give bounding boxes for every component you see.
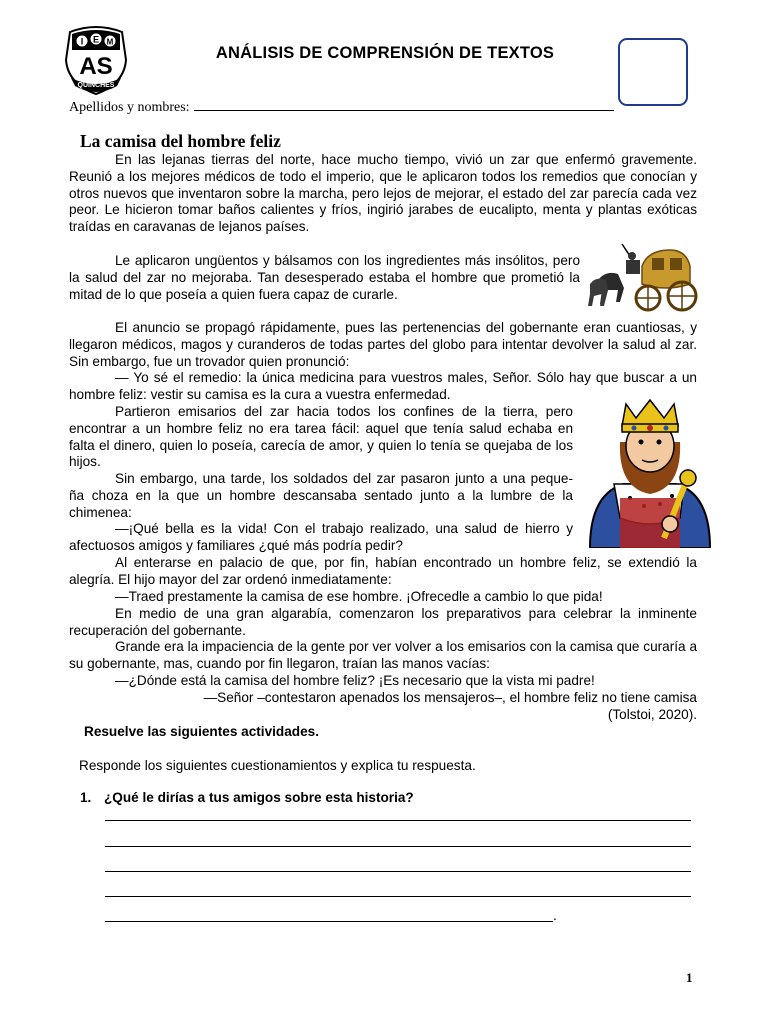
paragraph-6: Sin embargo, una tarde, los soldados del zar pasaron junto a una peque- ña choza en la que un hombre descansaba sentado junto a la lumbre de la chimenea:: [69, 471, 573, 520]
paragraph-8: Al enterarse en palacio de que, por fin, habían encontrado un hombre feliz, se extendió la alegría. El hijo mayor del zar ordenó inmediatamente:: [69, 555, 697, 587]
svg-text:QUINCHES: QUINCHES: [77, 82, 115, 89]
story-title: La camisa del hombre feliz: [80, 131, 281, 151]
answer-line[interactable]: [105, 896, 691, 897]
name-underline: [194, 98, 614, 111]
answer-end-period: .: [553, 908, 557, 923]
question-1-text: ¿Qué le dirías a tus amigos sobre esta historia?: [104, 790, 414, 805]
page-number: 1: [686, 970, 693, 985]
answer-line[interactable]: [105, 921, 553, 922]
paragraph-11: Grande era la impaciencia de la gente por ver volver a los emisarios con la camisa que curaría a su gobernante, mas, cuando por fin llegaron, traían las manos vacías:: [69, 639, 697, 671]
name-field[interactable]: [69, 98, 614, 116]
svg-text:M: M: [106, 37, 114, 47]
answer-line[interactable]: [105, 820, 691, 821]
grade-box: [618, 38, 688, 106]
horse-carriage-illustration: [586, 240, 702, 316]
answer-line[interactable]: [105, 871, 691, 872]
document-title: ANÁLISIS DE COMPRENSIÓN DE TEXTOS: [215, 44, 555, 62]
school-crest-logo: [62, 24, 130, 96]
paragraph-3: El anuncio se propagó rápidamente, pues las pertenencias del gobernante eran cuantiosas, y llegaron médicos, magos y curanderos de todas partes del globo para intentar devolver la salud al zar. Sin embargo, fue un trovador quien pronunció:: [69, 320, 697, 369]
king-illustration: [584, 398, 716, 548]
name-label: Apellidos y nombres:: [69, 100, 190, 115]
citation: (Tolstoi, 2020).: [607, 707, 697, 722]
paragraph-4: — Yo sé el remedio: la única medicina para vuestros males, Señor. Sólo hay que buscar a un hombre feliz: vestir su camisa es la cura a vuestra enfermedad.: [69, 370, 697, 402]
paragraph-7: —¡Qué bella es la vida! Con el trabajo realizado, una salud de hierro y afectuosos amigos y familiares ¿qué más podría pedir?: [69, 521, 573, 553]
paragraph-9: —Traed prestamente la camisa de ese hombre. ¡Ofrecedle a cambio lo que pida!: [115, 589, 603, 604]
activities-heading: Resuelve las siguientes actividades.: [84, 724, 319, 739]
answer-line[interactable]: [105, 846, 691, 847]
paragraph-12: —¿Dónde está la camisa del hombre feliz? ¡Es necesario que la vista mi padre!: [115, 673, 595, 688]
paragraph-10: En medio de una gran algarabía, comenzaron los preparativos para celebrar la inminente recuperación del gobernante.: [69, 606, 697, 638]
svg-text:E: E: [92, 34, 100, 45]
question-1-number: 1.: [80, 790, 92, 805]
paragraph-5: Partieron emisarios del zar hacia todos los confines de la tierra, pero encontrar a un hombre feliz no era tarea fácil: aquel que tenía salud echaba en falta el dinero, quien lo poseía, carecía de amor, y quien lo tenía se quejaba de los hijos.: [69, 404, 573, 470]
paragraph-2: Le aplicaron ungüentos y bálsamos con los ingredientes más insólitos, pero la salud del zar no mejoraba. Tan desesperado estaba el hombre que prometió la mitad de lo que poseía a quien fuera capaz de curarle.: [69, 253, 580, 302]
instructions-text: Responde los siguientes cuestionamientos y explica tu respuesta.: [79, 758, 476, 773]
svg-text:I: I: [80, 36, 84, 47]
paragraph-13: —Señor –contestaron apenados los mensajeros–, el hombre feliz no tiene camisa: [203, 690, 697, 705]
paragraph-1: En las lejanas tierras del norte, hace mucho tiempo, vivió un zar que enfermó gravemente. Reunió a los mejores médicos de todo el imperio, que le aplicaron todos los remedios que conocían y otros nuevos que inventaron sobre la marcha, pero lejos de mejorar, el estado del zar parecía cada vez peor. Le hicieron tomar baños calientes y fríos, ingirió jarabes de eucalipto, menta y plantas exóticas traídas en caravanas de lejanos países.: [69, 152, 697, 235]
svg-text:AS: AS: [79, 53, 113, 80]
